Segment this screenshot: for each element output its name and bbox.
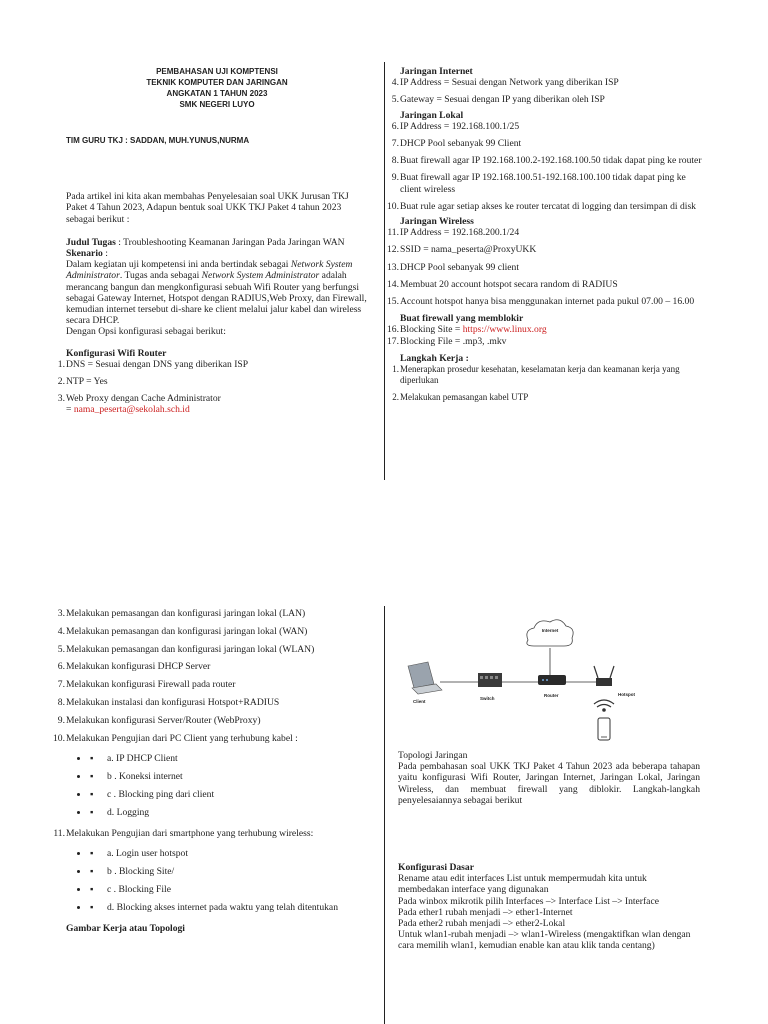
item-number: 12. [387, 244, 399, 256]
intro-paragraph: Pada artikel ini kita akan membahas Penyelesaian soal UKK Jurusan TKJ Paket 4 Tahun 2023, Adapun bentuk soal UKK TKJ Paket 4 tahun 2023 sebagai berikut : [66, 191, 349, 225]
list-item [49, 376, 368, 387]
item-text: c . Blocking File [107, 883, 171, 895]
item-text: Web Proxy dengan Cache Administrator [66, 393, 221, 405]
jaringan-internet-heading: Jaringan Internet [400, 66, 473, 77]
item-text: b . Blocking Site/ [107, 866, 175, 878]
konfigurasi-wifi-heading: Konfigurasi Wifi Router [66, 347, 167, 359]
list-item [49, 393, 368, 415]
list-item [49, 359, 368, 370]
konf-dasar-line: Pada ether2 rubah menjadi –> ether2-Lokal [398, 918, 566, 930]
smartphone-icon [598, 718, 610, 740]
list-item [383, 172, 702, 194]
item-text: Membuat 20 account hotspot secara random di RADIUS [400, 278, 618, 290]
skenario-text: . Tugas anda sebagai [119, 270, 202, 282]
skenario-text: adalah merancang bangun dan mengkonfigurasi sebuah Wifi Router yang berfungsi sebagai Gateway Internet, Hotspot dengan RADIUS,Web Proxy, dan Firewall, kemudian internet tersebut di-share ke client melalui jalur kabel dan wireless secara DHCP. [66, 270, 367, 327]
bullet-icon: • ▪ [90, 883, 94, 895]
item-number: 7. [391, 138, 399, 150]
list-item [89, 753, 371, 764]
list-item [383, 244, 702, 255]
list-item [383, 324, 702, 335]
bullet-icon: • ▪ [90, 753, 94, 765]
bullet-icon: • ▪ [90, 788, 94, 800]
item-number: 11. [387, 227, 399, 239]
access-point-icon [594, 666, 614, 686]
topology-paragraph: Pada pembahasan soal UKK TKJ Paket 4 Tahun 2023 ada beberapa tahapan yaitu konfigurasi Wifi Router, Jaringan Internet, Jaringan Lokal, Jaringan Wireless, dan membuat firewall yang diblokir. Langkah-langkah penyelesaiannya sebagai berikut [398, 761, 700, 806]
item-number: 4. [57, 625, 65, 637]
router-label: Router [544, 693, 559, 698]
list-item [89, 789, 371, 800]
item-text: Gateway = Sesuai dengan IP yang diberikan oleh ISP [400, 94, 605, 106]
email-link[interactable]: nama_peserta@sekolah.sch.id [73, 404, 190, 416]
internet-config-list [383, 77, 702, 105]
item-number: 16. [387, 324, 399, 336]
list-item [383, 201, 702, 212]
item-text: Melakukan pemasangan dan konfigurasi jaringan lokal (WLAN) [66, 643, 315, 655]
skenario-label: Skenario [66, 248, 103, 260]
item-text: a. IP DHCP Client [107, 753, 178, 765]
item-text: Melakukan Pengujian dari smartphone yang terhubung wireless: [66, 827, 314, 839]
topology-caption: Topologi Jaringan [398, 750, 468, 761]
item-text: Melakukan konfigurasi Firewall pada router [66, 679, 236, 691]
langkah-kerja-list [383, 364, 702, 404]
item-text: Melakukan pemasangan dan konfigurasi jaringan lokal (WAN) [66, 625, 308, 637]
item-number: 17. [387, 335, 399, 347]
item-number: 8. [391, 155, 399, 167]
item-number: 9. [57, 714, 65, 726]
item-text: c . Blocking ping dari client [107, 788, 215, 800]
internet-label: Internet [541, 628, 559, 633]
item-text: Buat rule agar setiap akses ke router tercatat di logging dan tersimpan di disk [400, 200, 696, 212]
laptop-icon [408, 662, 442, 694]
list-item [383, 336, 702, 347]
item-number: 10. [53, 732, 65, 744]
item-number: 1. [57, 358, 65, 370]
item-text: NTP = Yes [66, 376, 108, 388]
skenario-italic: Network System Administrator [201, 270, 320, 282]
list-item [49, 644, 371, 655]
item-text: IP Address = 192.168.100.1/25 [400, 120, 520, 132]
steps-list-continued [49, 828, 371, 839]
steps-list [49, 608, 371, 744]
document-page-2 [0, 512, 768, 1024]
item-text: Blocking Site = [400, 324, 463, 336]
item-number: 10. [387, 200, 399, 212]
item-number: 5. [391, 94, 399, 106]
item-number: 8. [57, 696, 65, 708]
jaringan-lokal-heading: Jaringan Lokal [400, 109, 464, 121]
item-number: 3. [57, 608, 65, 619]
item-text: Blocking File = .mp3, .mkv [400, 335, 507, 347]
header-line: SMK NEGERI LUYO [179, 100, 255, 109]
skenario-colon: : [102, 248, 108, 260]
item-number: 5. [57, 643, 65, 655]
item-number: 11. [53, 827, 65, 839]
wireless-config-list [383, 227, 702, 307]
lokal-config-list [383, 121, 702, 212]
bullet-icon: • ▪ [90, 866, 94, 878]
page2-right-column [398, 610, 700, 952]
router-icon [538, 675, 566, 685]
list-item [49, 608, 371, 619]
item-number: 3. [57, 393, 65, 405]
item-text: Melakukan konfigurasi DHCP Server [66, 661, 211, 673]
hotspot-label: Hotspot [618, 692, 635, 697]
header-line: ANGKATAN 1 TAHUN 2023 [166, 89, 268, 98]
judul-label: Judul Tugas [66, 236, 116, 248]
list-item [383, 392, 702, 403]
konf-dasar-line: Pada winbox mikrotik pilih Interfaces –> Interface List –> Interface [398, 895, 659, 907]
item-number: 4. [391, 77, 399, 89]
item-text: IP Address = 192.168.200.1/24 [400, 227, 520, 239]
konf-dasar-line: Pada ether1 rubah menjadi –> ether1-Internet [398, 906, 573, 918]
blocked-site-link[interactable]: https://www.linux.org [462, 324, 547, 336]
list-item [89, 807, 371, 818]
list-item [49, 679, 371, 690]
list-item [383, 155, 702, 166]
list-item [383, 279, 702, 290]
opsi-line: Dengan Opsi konfigurasi sebagai berikut: [66, 326, 226, 338]
list-item [383, 364, 702, 386]
list-item [383, 94, 702, 105]
client-label: Client [413, 699, 426, 704]
item-text: Melakukan instalasi dan konfigurasi Hotspot+RADIUS [66, 696, 280, 708]
konfigurasi-dasar-heading: Konfigurasi Dasar [398, 862, 474, 874]
item-number: 9. [391, 172, 399, 184]
list-item [89, 884, 371, 895]
switch-icon [478, 673, 502, 687]
list-item [49, 661, 371, 672]
item-number: 2. [57, 376, 65, 388]
page1-right-column [387, 66, 702, 404]
item-number: 6. [391, 120, 399, 132]
list-item [49, 626, 371, 637]
list-item [89, 848, 371, 859]
gambar-kerja-heading: Gambar Kerja atau Topologi [66, 922, 185, 934]
konf-dasar-line: Untuk wlan1-rubah menjadi –> wlan1-Wireless (mengaktifkan wlan dengan cara memilih wlan1, kemudian enable kan atau klik tanda centang) [398, 929, 691, 952]
item-number: 14. [387, 278, 399, 290]
skenario-heading [66, 248, 368, 259]
item-number: 13. [387, 261, 399, 273]
item-text: b . Koneksi internet [107, 771, 183, 783]
list-item [89, 866, 371, 877]
judul-text: : Troubleshooting Keamanan Jaringan Pada Jaringan WAN [115, 236, 345, 248]
item-text: IP Address = Sesuai dengan Network yang diberikan ISP [400, 77, 619, 89]
header-line: TEKNIK KOMPUTER DAN JARINGAN [146, 78, 288, 87]
konf-dasar-line: Rename atau edit interfaces List untuk mempermudah kita untuk membedakan interface yang digunakan [398, 873, 647, 896]
item-text: Melakukan pemasangan dan konfigurasi jaringan lokal (LAN) [66, 608, 306, 619]
item-text: Buat firewall agar IP 192.168.100.2-192.168.100.50 tidak dapat ping ke router [400, 155, 702, 167]
list-item [49, 828, 371, 839]
bullet-icon: • ▪ [90, 848, 94, 860]
item-text: Account hotspot hanya bisa menggunakan internet pada pukul 07.00 – 16.00 [400, 296, 695, 308]
item-text: Melakukan Pengujian dari PC Client yang terhubung kabel : [66, 732, 298, 744]
skenario-italic: Network System Administrator [66, 259, 353, 282]
topology-diagram [398, 610, 700, 748]
item-text: a. Login user hotspot [107, 848, 189, 860]
list-item [383, 262, 702, 273]
jaringan-wireless-heading: Jaringan Wireless [400, 216, 474, 228]
item-number: 6. [57, 661, 65, 673]
item-text: = [66, 404, 74, 416]
judul-paragraph [66, 237, 368, 248]
list-item [49, 733, 371, 744]
list-item [383, 227, 702, 238]
list-item [89, 771, 371, 782]
bullet-icon: • ▪ [90, 771, 94, 783]
item-text: Melakukan konfigurasi Server/Router (WebProxy) [66, 714, 261, 726]
item-text: Menerapkan prosedur kesehatan, keselamatan kerja dan keamanan kerja yang diperlukan [400, 364, 680, 386]
item-text: d. Blocking akses internet pada waktu yang telah ditentukan [107, 901, 338, 913]
firewall-heading: Buat firewall yang memblokir [400, 313, 524, 325]
list-item [383, 296, 702, 307]
list-item [49, 697, 371, 708]
column-divider [384, 606, 385, 1024]
page2-left-column [49, 608, 371, 934]
item-text: SSID = nama_peserta@ProxyUKK [400, 244, 537, 256]
item-text: Buat firewall agar IP 192.168.100.51-192.168.100.100 tidak dapat ping ke client wireless [400, 172, 686, 195]
list-item [383, 121, 702, 132]
header-line: PEMBAHASAN UJI KOMPTENSI [156, 67, 278, 76]
page1-left-column [57, 66, 368, 416]
item-number: 15. [387, 296, 399, 308]
bullet-icon: • ▪ [90, 806, 94, 818]
item-text: Melakukan pemasangan kabel UTP [400, 392, 529, 403]
firewall-list [383, 324, 702, 346]
list-item [49, 715, 371, 726]
item-number: 7. [57, 679, 65, 691]
document-header [66, 66, 368, 110]
list-item [89, 902, 371, 913]
item-number: 2. [392, 392, 399, 403]
pc-test-list [49, 753, 371, 818]
phone-test-list [49, 848, 371, 913]
wifi-config-list [49, 359, 368, 416]
item-number: 1. [392, 364, 399, 375]
switch-label: Switch [480, 696, 495, 701]
item-text: DNS = Sesuai dengan DNS yang diberikan ISP [66, 358, 249, 370]
skenario-text: Dalam kegiatan uji kompetensi ini anda bertindak sebagai [66, 259, 291, 271]
skenario-paragraph [66, 259, 368, 326]
item-text: DHCP Pool sebanyak 99 Client [400, 138, 522, 150]
list-item [383, 77, 702, 88]
list-item [383, 138, 702, 149]
team-line: TIM GURU TKJ : SADDAN, MUH.YUNUS,NURMA [66, 136, 250, 145]
item-text: d. Logging [107, 806, 150, 818]
item-text: DHCP Pool sebanyak 99 client [400, 261, 520, 273]
bullet-icon: • ▪ [90, 901, 94, 913]
wifi-icon [594, 700, 614, 711]
langkah-kerja-heading: Langkah Kerja : [400, 352, 469, 364]
